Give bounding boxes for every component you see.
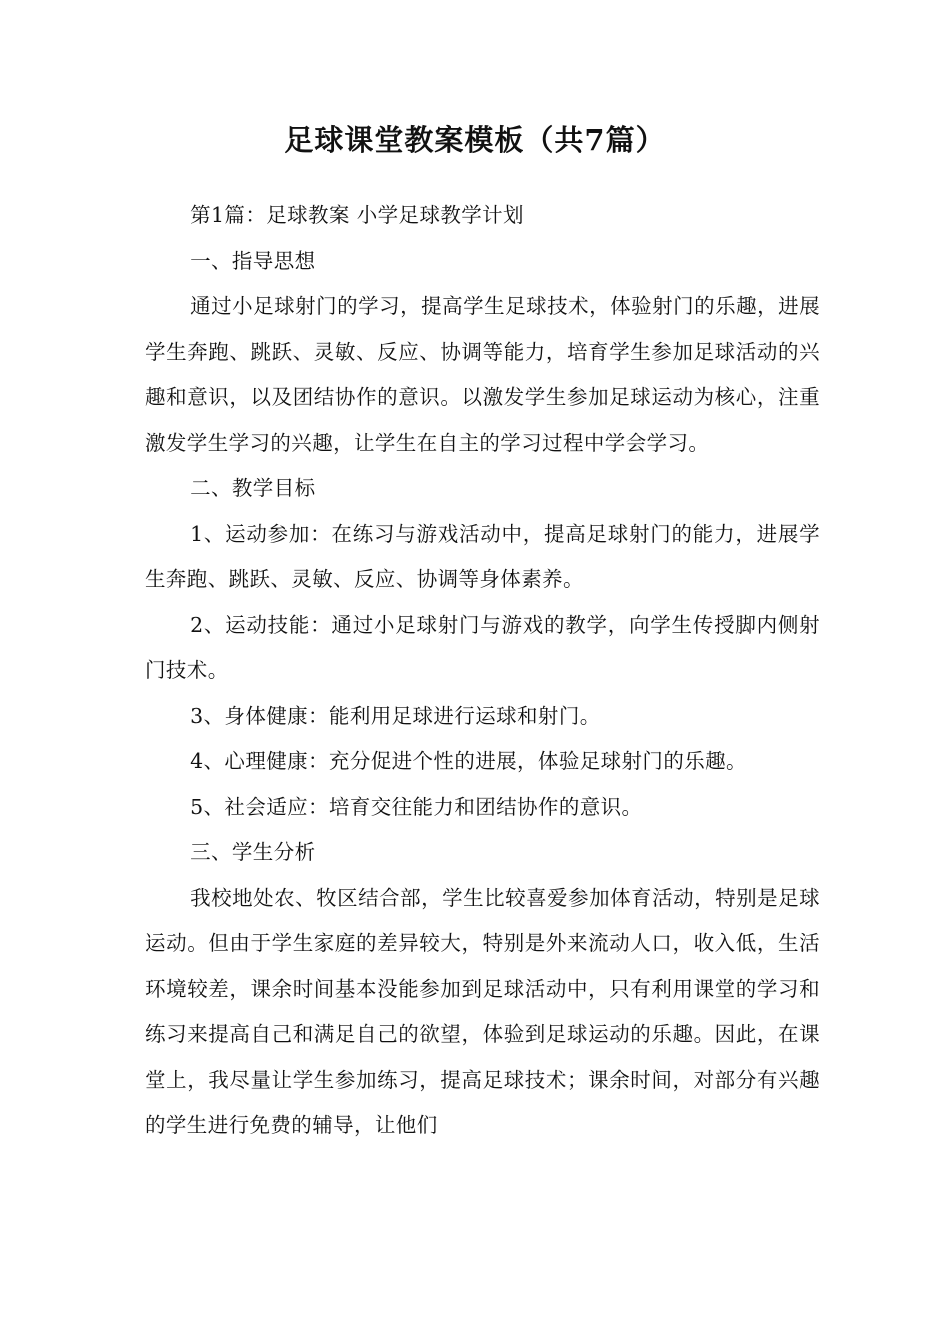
section-heading-teaching-goals: 二、教学目标: [190, 476, 316, 500]
goal-item-social-adaptation: 5、社会适应：培育交往能力和团结协作的意识。: [190, 794, 643, 819]
section-heading-guiding-idea: 一、指导思想: [190, 248, 316, 273]
section-heading-student-analysis: 三、学生分析: [190, 840, 316, 864]
goal-item-participation: 1、运动参加：在练习与游戏活动中，提高足球射门的能力，进展学生奔跑、跳跃、灵敏、反应、协调等身体素养。: [145, 521, 820, 591]
goal-item-physical-health: 3、身体健康：能利用足球进行运球和射门。: [190, 703, 601, 728]
paragraph-student-analysis: 我校地处农、牧区结合部，学生比较喜爱参加体育活动，特别是足球运动。但由于学生家庭的差异较大，特别是外来流动人口，收入低，生活环境较差，课余时间基本没能参加到足球活动中，只有利用课堂的学习和练习来提高自己和满足自己的欲望，体验到足球运动的乐趣。因此，在课堂上，我尽量让学生参加练习，提高足球技术；课余时间，对部分有兴趣的学生进行免费的辅导，让他们: [145, 885, 820, 1137]
document-body: [145, 193, 820, 1149]
paragraph-guiding-idea: 通过小足球射门的学习，提高学生足球技术，体验射门的乐趣，进展学生奔跑、跳跃、灵敏、反应、协调等能力，培育学生参加足球活动的兴趣和意识，以及团结协作的意识。以激发学生参加足球运动为核心，注重激发学生学习的兴趣，让学生在自主的学习过程中学会学习。: [145, 294, 820, 455]
document-title: 足球课堂教案模板（共7篇）: [284, 123, 666, 157]
chapter-heading: 第1篇：足球教案 小学足球教学计划: [190, 203, 524, 227]
goal-item-skills: 2、运动技能：通过小足球射门与游戏的教学，向学生传授脚内侧射门技术。: [145, 612, 820, 682]
goal-item-mental-health: 4、心理健康：充分促进个性的进展，体验足球射门的乐趣。: [190, 749, 747, 773]
